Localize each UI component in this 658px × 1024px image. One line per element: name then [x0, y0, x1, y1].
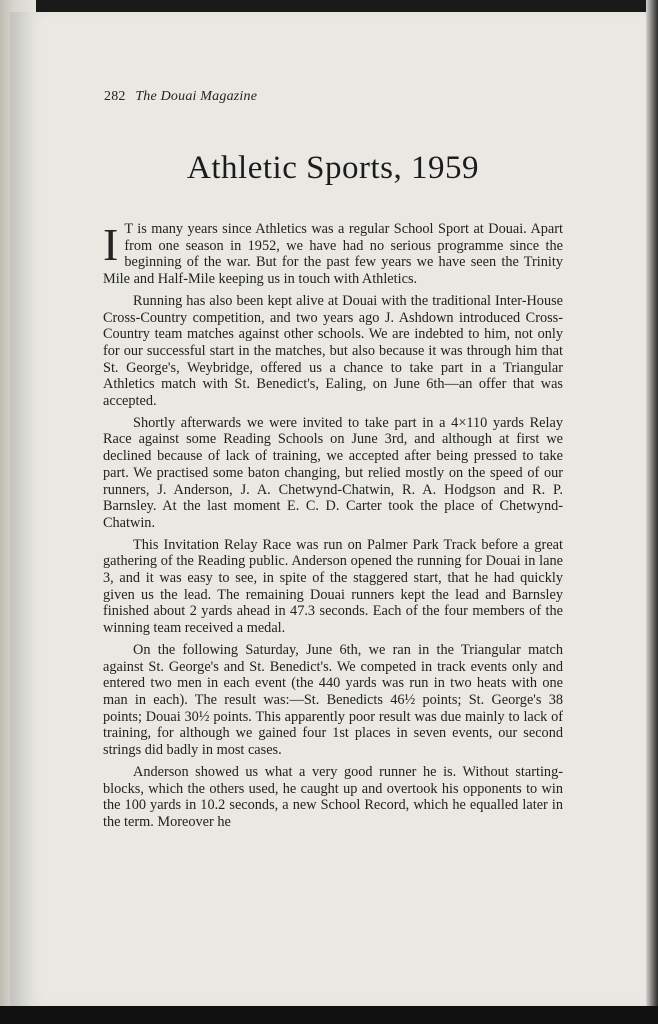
article-title: Athletic Sports, 1959 — [187, 150, 479, 186]
magazine-title: The Douai Magazine — [135, 89, 258, 104]
page-edge — [646, 0, 658, 1024]
drop-cap: I — [103, 219, 119, 270]
paragraph-text: T is many years since Athletics was a regular School Sport at Douai. Apart from one season in 1952, we have had no serious programme since the beginning of the war. But for the past few years we have seen the Trinity Mile and Half-Mile keeping us in touch with Athletics. — [103, 221, 563, 288]
paragraph-2: Running has also been kept alive at Douai with the traditional Inter-House Cross-Country competition, and two years ago J. Ashdown introduced Cross-Country team matches against other schools. We are indebted to him, not only for our successful start in the matches, but also because it was through him that St. George's, Weybridge, offered us a chance to take part in a Triangular Athletics match with St. Benedict's, Ealing, on June 6th—an offer that was accepted. — [103, 292, 563, 410]
article-body — [103, 221, 563, 836]
paragraph-4: This Invitation Relay Race was run on Palmer Park Track before a great gathering of the Reading public. Anderson opened the running for Douai in lane 3, and it was easy to see, in spite of the staggered start, that he had quickly given us the lead. The remaining Douai runners kept the lead and Barnsley finished about 2 yards ahead in 47.3 seconds. Each of the four members of the winning team received a medal. — [103, 536, 563, 637]
paragraph-1 — [103, 221, 563, 288]
page-number: 282 — [104, 89, 126, 104]
paragraph-6: Anderson showed us what a very good runner he is. Without starting-blocks, which the others used, he caught up and overtook his opponents to win the 100 yards in 10.2 seconds, a new School Record, which he equalled later in the term. Moreover he — [103, 763, 563, 830]
page-bottom-edge — [0, 1006, 658, 1024]
paragraph-3: Shortly afterwards we were invited to take part in a 4×110 yards Relay Race against some Reading Schools on June 3rd, and although at first we declined because of lack of training, we accepted after being pressed to take part. We practised some baton changing, but relied mostly on the speed of our runners, J. Anderson, J. A. Chetwynd-Chatwin, R. A. Hodgson and R. P. Barnsley. At the last moment E. C. D. Carter took the place of Chetwynd-Chatwin. — [103, 414, 563, 531]
running-header — [104, 89, 257, 105]
paragraph-5: On the following Saturday, June 6th, we ran in the Triangular match against St. George's and St. Benedict's. We competed in track events only and entered two men in each event (the 440 yards was run in two heats with one man in each). The result was:—St. Benedicts 46½ points; St. George's 38 points; Douai 30½ points. This apparently poor result was due mainly to lack of training, for although we gained four 1st places in seven events, our second strings did badly in most cases. — [103, 641, 563, 759]
